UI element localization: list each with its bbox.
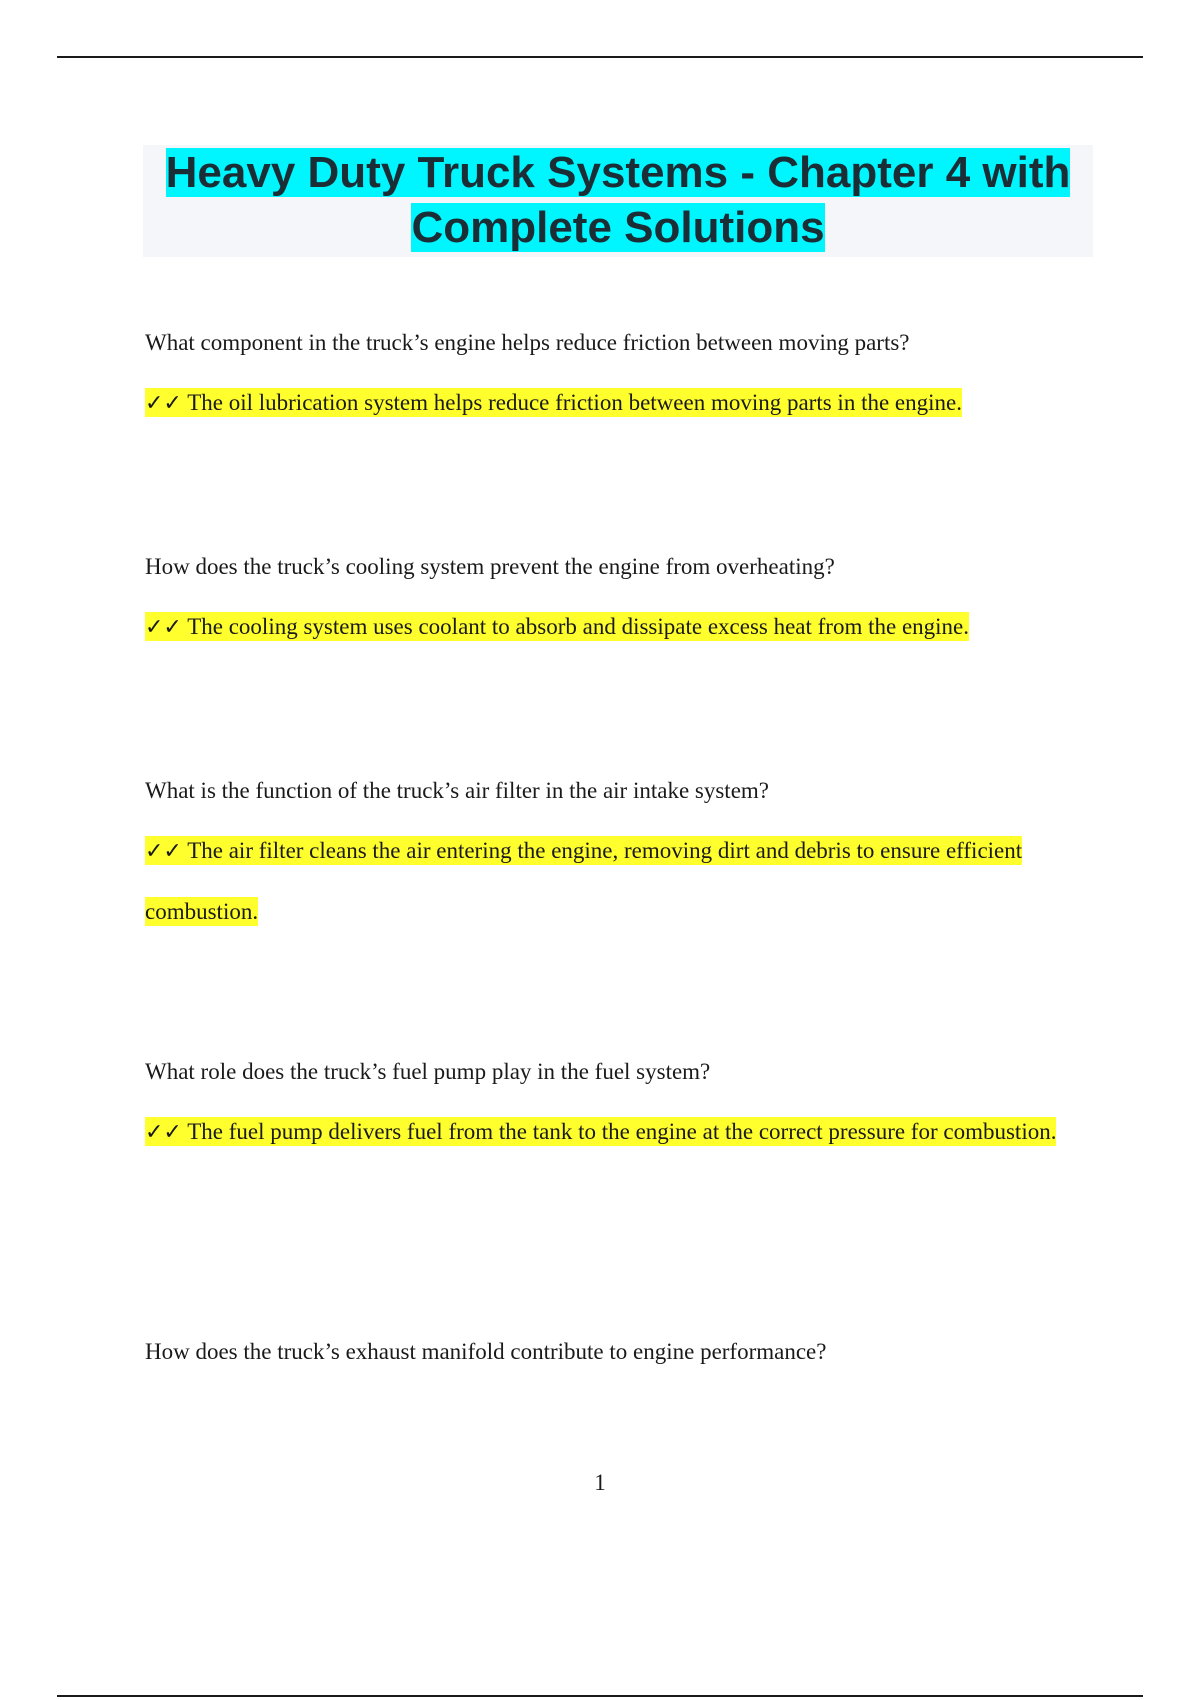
question-4: What role does the truck’s fuel pump play in the fuel system? <box>145 1059 711 1084</box>
answer-text: The oil lubrication system helps reduce friction between moving parts in the engine. <box>187 390 962 415</box>
check-icon: ✓✓ <box>145 391 182 416</box>
answer-3 <box>145 821 1085 942</box>
footer-rule <box>57 1695 1143 1697</box>
question-1: What component in the truck’s engine helps reduce friction between moving parts? <box>145 330 910 355</box>
header-rule <box>57 56 1143 58</box>
question-5: How does the truck’s exhaust manifold contribute to engine performance? <box>145 1339 827 1364</box>
document-title: Heavy Duty Truck Systems - Chapter 4 with Complete Solutions <box>165 148 1071 252</box>
question-2: How does the truck’s cooling system prevent the engine from overheating? <box>145 554 835 579</box>
answer-2 <box>145 597 1085 658</box>
answer-1 <box>145 373 1085 434</box>
answer-text: The cooling system uses coolant to absorb and dissipate excess heat from the engine. <box>187 614 970 639</box>
answer-highlight <box>145 836 1022 926</box>
answer-highlight <box>145 612 969 641</box>
page-number: 1 <box>594 1470 606 1495</box>
check-icon: ✓✓ <box>145 1120 182 1145</box>
check-icon: ✓✓ <box>145 615 182 640</box>
answer-highlight <box>145 388 962 417</box>
answer-4 <box>145 1102 1085 1163</box>
answer-text: The fuel pump delivers fuel from the tank to the engine at the correct pressure for combustion. <box>187 1119 1057 1144</box>
answer-text: The air filter cleans the air entering the engine, removing dirt and debris to ensure efficient combustion. <box>145 838 1023 924</box>
check-icon: ✓✓ <box>145 839 182 864</box>
question-3: What is the function of the truck’s air filter in the air intake system? <box>145 778 769 803</box>
title-block <box>143 145 1093 257</box>
answer-highlight <box>145 1117 1056 1146</box>
